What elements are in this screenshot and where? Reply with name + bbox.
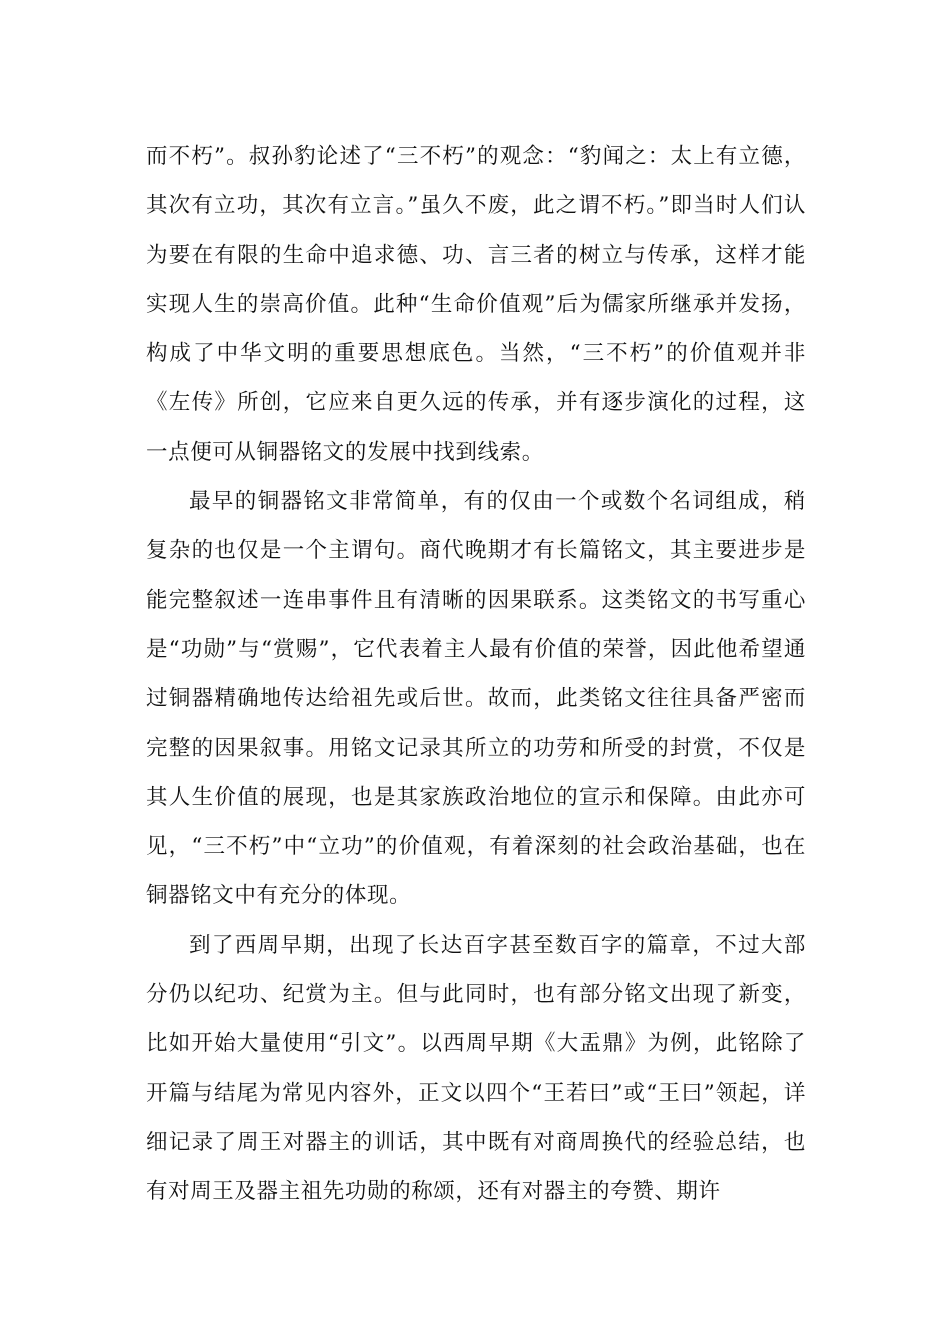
paragraph-3: 到了西周早期，出现了长达百字甚至数百字的篇章，不过大部分仍以纪功、纪赏为主。但与此同时，也有部分铭文出现了新变，比如开始大量使用“引文”。以西周早期《大盂鼎》为例，此铭除了开篇与结尾为常见内容外，正文以四个“王若曰”或“王曰”领起，详细记录了周王对器主的训话，其中既有对商周换代的经验总结，也有对周王及器主祖先功勋的称颂，还有对器主的夸赞、期许 [146, 932, 806, 1205]
paragraph-2: 最早的铜器铭文非常简单，有的仅由一个或数个名词组成，稍复杂的也仅是一个主谓句。商代晚期才有长篇铭文，其主要进步是能完整叙述一连串事件且有清晰的因果联系。这类铭文的书写重心是“功勋”与“赏赐”，它代表着主人最有价值的荣誉，因此他希望通过铜器精确地传达给祖先或后世。故而，此类铭文往往具备严密而完整的因果叙事。用铭文记录其所立的功劳和所受的封赏，不仅是其人生价值的展现，也是其家族政治地位的宣示和保障。由此亦可见，“三不朽”中“立功”的价值观，有着深刻的社会政治基础，也在铜器铭文中有充分的体现。 [146, 489, 806, 909]
paragraph-1: 而不朽”。叔孙豹论述了“三不朽”的观念：“豹闻之：太上有立德，其次有立功，其次有立言。”虽久不废，此之谓不朽。”即当时人们认为要在有限的生命中追求德、功、言三者的树立与传承，这样才能实现人生的崇高价值。此种“生命价值观”后为儒家所继承并发扬，构成了中华文明的重要思想底色。当然，“三不朽”的价值观并非《左传》所创，它应来自更久远的传承，并有逐步演化的过程，这一点便可从铜器铭文的发展中找到线索。 [146, 144, 806, 465]
document-body [146, 132, 806, 1217]
